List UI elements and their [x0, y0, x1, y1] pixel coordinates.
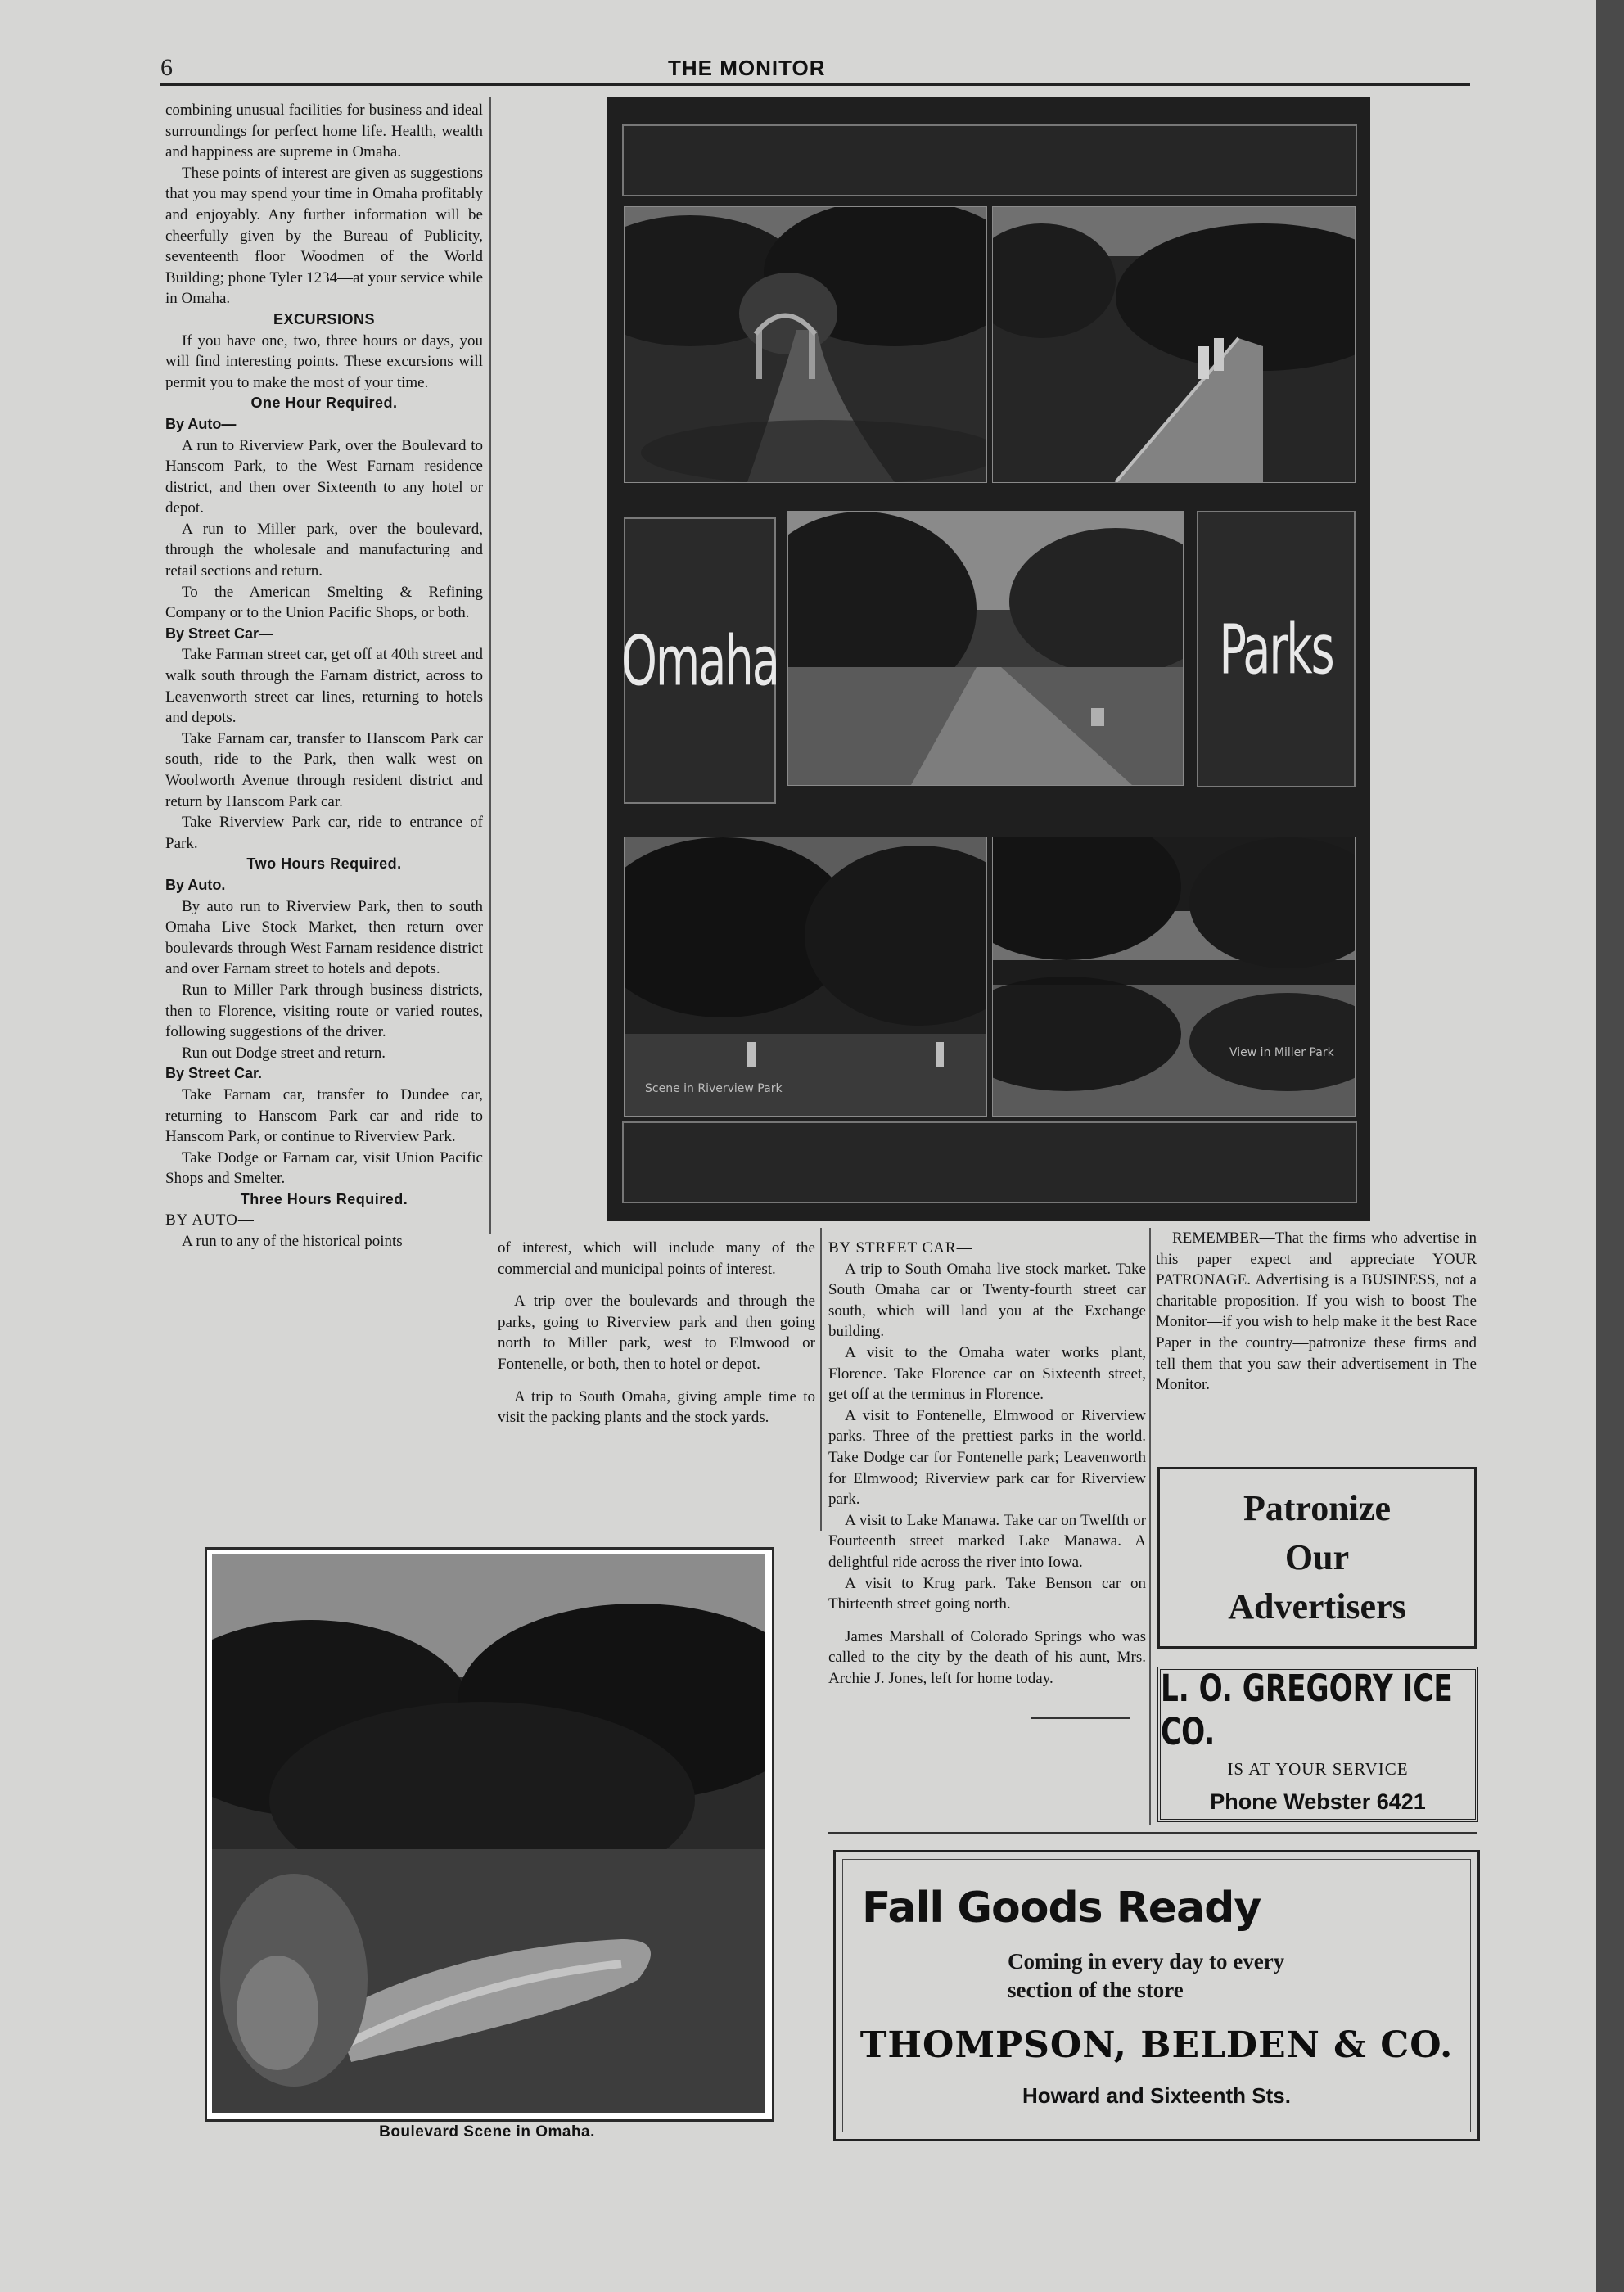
gregory-ice-ad	[1157, 1667, 1478, 1822]
collage-title-left: Omaha	[624, 517, 776, 804]
column-rule	[489, 97, 491, 1234]
paragraph-spacer	[498, 1279, 815, 1291]
subheading: By Street Car—	[165, 625, 274, 642]
miller-caption: View in Miller Park	[1229, 1046, 1334, 1059]
paragraph: If you have one, two, three hours or days, you will find interesting points. These excursions will permit you to make the most of your time.	[165, 332, 483, 391]
paragraph: To the American Smelting & Refining Company or to the Union Pacific Shops, or both.	[165, 583, 483, 622]
paragraph: A run to Miller park, over the boulevard, through the wholesale and manufacturing and retail sections and return.	[165, 520, 483, 580]
ad-company-name: L. O. GREGORY ICE CO.	[1161, 1667, 1453, 1753]
riverview-caption: Scene in Riverview Park	[645, 1082, 783, 1095]
subheading: BY STREET CAR—	[828, 1239, 973, 1257]
collage-top-band	[622, 124, 1357, 196]
subheading: Three Hours Required.	[240, 1190, 408, 1207]
patronize-advertisers-ad	[1157, 1467, 1477, 1649]
park-photo-walk	[992, 206, 1356, 483]
paragraph: A trip to South Omaha live stock market. Take South Omaha car or Twenty-fourth street car south, which will land you at the Exchange building.	[828, 1260, 1146, 1341]
masthead: THE MONITOR	[668, 56, 826, 80]
article-column-1	[165, 100, 483, 1252]
article-column-3	[828, 1238, 1146, 1689]
paragraph: of interest, which will include many of the commercial and municipal points of interest.	[498, 1239, 815, 1278]
boulevard-photo	[212, 1554, 765, 2113]
collage-title-right: Parks	[1197, 511, 1356, 787]
boulevard-photo-frame	[205, 1547, 774, 2122]
paragraph-spacer	[498, 1375, 815, 1387]
paragraph: A visit to Fontenelle, Elmwood or Riverview parks. Three of the prettiest parks in the world. Take Dodge car for Fontenelle park; Leavenworth for Elmwood; Riverview park car for Riverview park.	[828, 1406, 1146, 1509]
column-rule	[1149, 1228, 1151, 1825]
subheading: By Street Car.	[165, 1065, 263, 1082]
ad-phone: Phone Webster 6421	[1210, 1789, 1426, 1814]
subheading: BY AUTO—	[165, 1211, 255, 1229]
riverview-park-photo	[624, 837, 987, 1117]
subheading: By Auto.	[165, 876, 226, 893]
paragraph: A trip to South Omaha, giving ample time to visit the packing plants and the stock yards.	[498, 1387, 815, 1427]
paragraph: Take Riverview Park car, ride to entrance of Park.	[165, 814, 483, 852]
miller-park-photo	[992, 837, 1356, 1117]
ad-headline: Fall Goods Ready	[862, 1884, 1261, 1933]
subheading: One Hour Required.	[250, 395, 398, 412]
photo-caption: Boulevard Scene in Omaha.	[379, 2123, 595, 2141]
subheading: By Auto—	[165, 415, 237, 432]
paragraph: James Marshall of Colorado Springs who was called to the city by the death of his aunt, Mrs. Archie J. Jones, left for home today.	[828, 1627, 1146, 1687]
paragraph: By auto run to Riverview Park, then to south Omaha Live Stock Market, then return over boulevards through West Farnam residence district and over Farnam street to hotels and depots.	[165, 897, 483, 978]
collage-bottom-band	[622, 1121, 1357, 1203]
ad-subhead: Coming in every day to every section of the store	[1008, 1949, 1285, 2002]
subheading: EXCURSIONS	[273, 310, 376, 327]
paragraph: Take Farnam car, transfer to Dundee car, returning to Hanscom Park car and ride to Hanscom Park, or continue to Riverview Park.	[165, 1085, 483, 1146]
ad-firm-name: THOMPSON, BELDEN & CO.	[859, 2024, 1454, 2066]
paragraph: Take Farnam car, transfer to Hanscom Park car south, ride to the Park, then walk west on Woolworth Avenue through resident district and return by Hanscom Park car.	[165, 729, 483, 810]
ad-line: Our	[1284, 1537, 1350, 1577]
subheading: Two Hours Required.	[246, 855, 402, 873]
paragraph: These points of interest are given as suggestions that you may spend your time in Omaha profitably and enjoyably. Any further information will be cheerfully given by the Bureau of Publicity, seventeenth floor Woodmen of the World Building; phone Tyler 1234—at your service while in Omaha.	[165, 164, 483, 308]
ad-line: Patronize	[1243, 1488, 1392, 1528]
ad-line: Advertisers	[1228, 1586, 1406, 1627]
binding-edge	[1596, 0, 1624, 2292]
item-separator	[1031, 1717, 1130, 1719]
article-column-2	[498, 1238, 815, 1428]
paragraph: A visit to Lake Manawa. Take car on Twelfth or Fourteenth street marked Lake Manawa. A delightful ride across the river into Iowa.	[828, 1511, 1146, 1571]
paragraph: Take Farman street car, get off at 40th street and walk south through the Farnam district, across to Leavenworth street car lines, returning to hotels and depots.	[165, 646, 483, 727]
omaha-parks-collage	[607, 97, 1370, 1221]
ad-service-line: IS AT YOUR SERVICE	[1227, 1759, 1409, 1779]
paragraph: A run to any of the historical points	[182, 1233, 403, 1251]
section-rule	[828, 1832, 1477, 1834]
paragraph: Run to Miller Park through business districts, then to Florence, visiting route or varied routes, following suggestions of the driver.	[165, 981, 483, 1041]
park-photo-drive	[787, 511, 1184, 786]
paragraph-spacer	[828, 1615, 1146, 1627]
article-column-4	[1156, 1228, 1477, 1396]
paragraph: A visit to the Omaha water works plant, Florence. Take Florence car on Sixteenth street, get off at the terminus in Florence.	[828, 1343, 1146, 1404]
page-header	[160, 54, 1470, 86]
paragraph: A visit to Krug park. Take Benson car on Thirteenth street going north.	[828, 1574, 1146, 1613]
paragraph: REMEMBER—That the firms who advertise in this paper expect and appreciate YOUR PATRONAGE. Advertising is a BUSINESS, not a charitable proposition. If you wish to boost The Monitor—if you wish to help make it the best Race Paper in the country—patronize these firms and tell them that you saw their advertisement in The Monitor.	[1156, 1229, 1477, 1394]
ad-address: Howard and Sixteenth Sts.	[1022, 2083, 1291, 2108]
park-photo-arbor	[624, 206, 987, 483]
paragraph: A run to Riverview Park, over the Boulevard to Hanscom Park, to the West Farnam residence district, and then over Sixteenth to any hotel or depot.	[165, 436, 483, 517]
paragraph: Take Dodge or Farnam car, visit Union Pacific Shops and Smelter.	[165, 1148, 483, 1188]
paragraph: combining unusual facilities for business and ideal surroundings for perfect home life. Health, wealth and happiness are supreme in Omaha.	[165, 102, 483, 161]
thompson-belden-ad	[833, 1850, 1480, 2141]
page-number: 6	[160, 54, 173, 81]
paragraph: Run out Dodge street and return.	[182, 1044, 386, 1062]
paragraph: A trip over the boulevards and through the parks, going to Riverview park and then going north to Miller park, west to Elmwood or Fontenelle, or both, then to hotel or depot.	[498, 1293, 815, 1373]
column-rule	[820, 1228, 822, 1531]
